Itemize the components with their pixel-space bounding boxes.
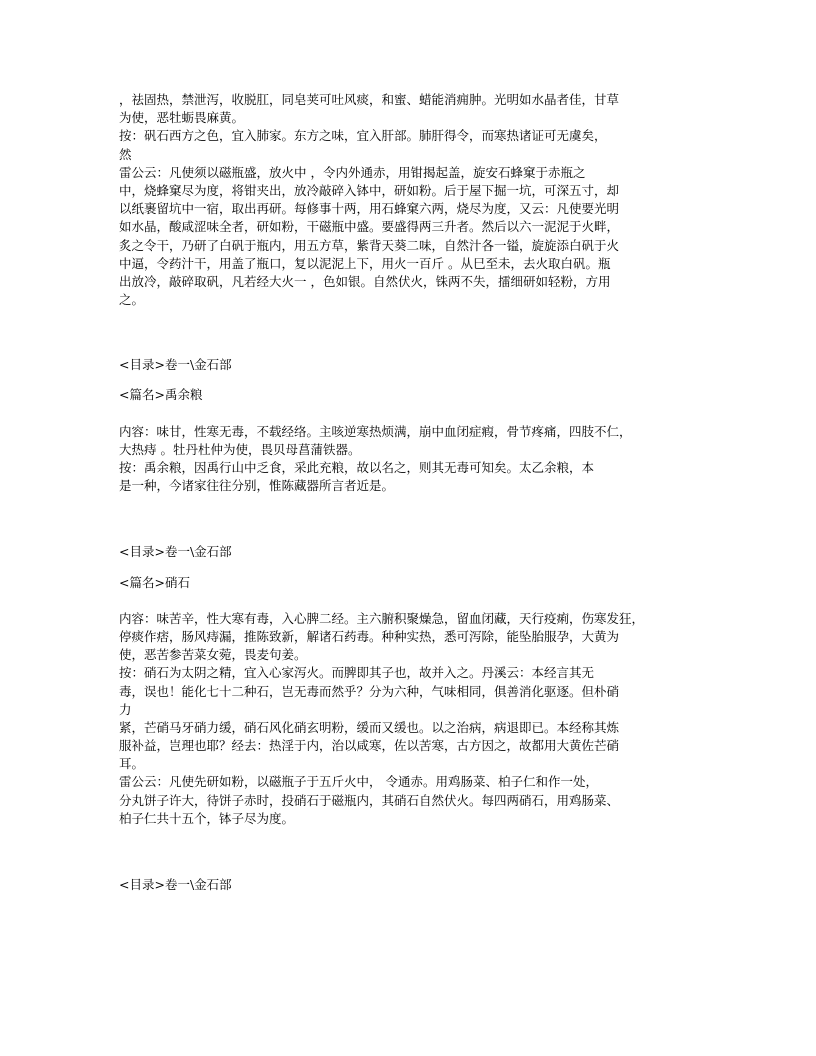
text-line: 中，烧蜂窠尽为度，将钳夹出，放冷敲碎入钵中，研如粉。后于屋下掘一坑，可深五寸，却 [119, 182, 620, 198]
text-line: 力 [119, 701, 132, 717]
text-line: 出放冷，敲碎取矾，凡若经大火一 ，色如银。自然伏火，铢两不失，擂细研如轻粉，方用 [119, 273, 611, 289]
text-line: 以纸裹留坑中一宿，取出再研。每修事十两，用石蜂窠六两，烧尽为度，又云：凡使要光明 [119, 201, 620, 217]
text-line: 之。 [119, 292, 145, 308]
text-line: ，祛固热，禁泄泻，收脱肛，同皂荚可吐风痰，和蜜、蜡能消痈肿。光明如水晶者佳，甘草 [119, 92, 620, 107]
text-line: 雷公云：凡使须以磁瓶盛，放火中 ，令内外通赤，用钳揭起盖，旋安石蜂窠于赤瓶之 [119, 164, 586, 180]
text-line: 内容：味苦辛，性大寒有毒，入心脾二经。主六腑积聚燥急，留血闭藏，天行疫痢，伤寒发狂， [119, 610, 645, 626]
catalog-heading: <目录>卷一\金石部 [119, 544, 232, 560]
document-page [119, 91, 709, 894]
text-line: 毒，误也！能化七十二种石，岂无毒而然乎？分为六种，气味相同，俱善消化驱逐。但朴硝 [119, 683, 620, 699]
text-line: 大热痔 。牡丹杜仲为使，畏贝母菖蒲铁器。 [119, 441, 361, 457]
chapter-title: <篇名>禹余粮 [119, 387, 203, 403]
catalog-heading: <目录>卷一\金石部 [119, 357, 232, 373]
text-line: 为使，恶牡蛎畏麻黄。 [119, 110, 245, 126]
section-xiaoshi-text [119, 610, 709, 828]
text-line: 是一种，今诸家往往分别，惟陈藏器所言者近是。 [119, 478, 395, 494]
text-line: 内容：味甘，性寒无毒，不载经络。主咳逆寒热烦满，崩中血闭症瘕，骨节疼痛，四肢不仁， [119, 423, 632, 439]
text-line: 中逼，令药汁干，用盖了瓶口，复以泥泥上下，用火一百斤 。从巳至未，去火取白矾。瓶 [119, 255, 611, 271]
text-line: 按：禹余粮，因禹行山中乏食，采此充粮，故以名之，则其无毒可知矣。太乙余粮，本 [119, 460, 595, 475]
text-line: 服补益，岂理也耶？经去：热淫于内，治以咸寒，佐以苦寒，古方因之，故都用大黄佐芒硝 [119, 738, 620, 754]
text-line: 紧，芒硝马牙硝力缓，硝石风化硝玄明粉，缓而又缓也。以之治病，病退即已。本经称其炼 [119, 719, 620, 735]
text-line: 炙之令干，乃研了白矾于瓶内，用五方草，紫背天葵二味，自然汁各一镒，旋旋添白矾于火 [119, 237, 620, 253]
text-line: 柏子仁共十五个，钵子尽为度。 [119, 810, 295, 826]
text-line: 然 [119, 146, 132, 162]
catalog-heading: <目录>卷一\金石部 [119, 877, 232, 892]
section-alum-text [119, 91, 709, 309]
text-line: 耳。 [119, 756, 145, 772]
text-line: 雷公云：凡使先研如粉，以磁瓶子于五斤火中， 令通赤。用鸡肠菜、柏子仁和作一处， [119, 774, 598, 790]
text-line: 分丸饼子许大，待饼子赤时，投硝石于磁瓶内，其硝石自然伏火。每四两硝石，用鸡肠菜、 [119, 792, 620, 808]
chapter-title: <篇名>硝石 [119, 574, 190, 590]
text-line: 按：矾石西方之色，宜入肺家。东方之味，宜入肝部。肺肝得令，而寒热诸证可无虞矣， [119, 128, 607, 144]
text-line: 如水晶，酸咸涩味全者，研如粉，干磁瓶中盛。要盛得两三升者。然后以六一泥泥于火畔， [119, 219, 620, 235]
text-line: 按：硝石为太阴之精，宜入心家泻火。而脾即其子也，故并入之。丹溪云：本经言其无 [119, 665, 595, 681]
text-line: 使，恶苦参苦菜女菀，畏麦句姜。 [119, 647, 307, 663]
section-yuyuliang-text [119, 423, 709, 496]
text-line: 停痰作痞，肠风痔漏，推陈致新，解诸石药毒。种种实热，悉可泻除，能坠胎服孕，大黄为 [119, 628, 620, 644]
